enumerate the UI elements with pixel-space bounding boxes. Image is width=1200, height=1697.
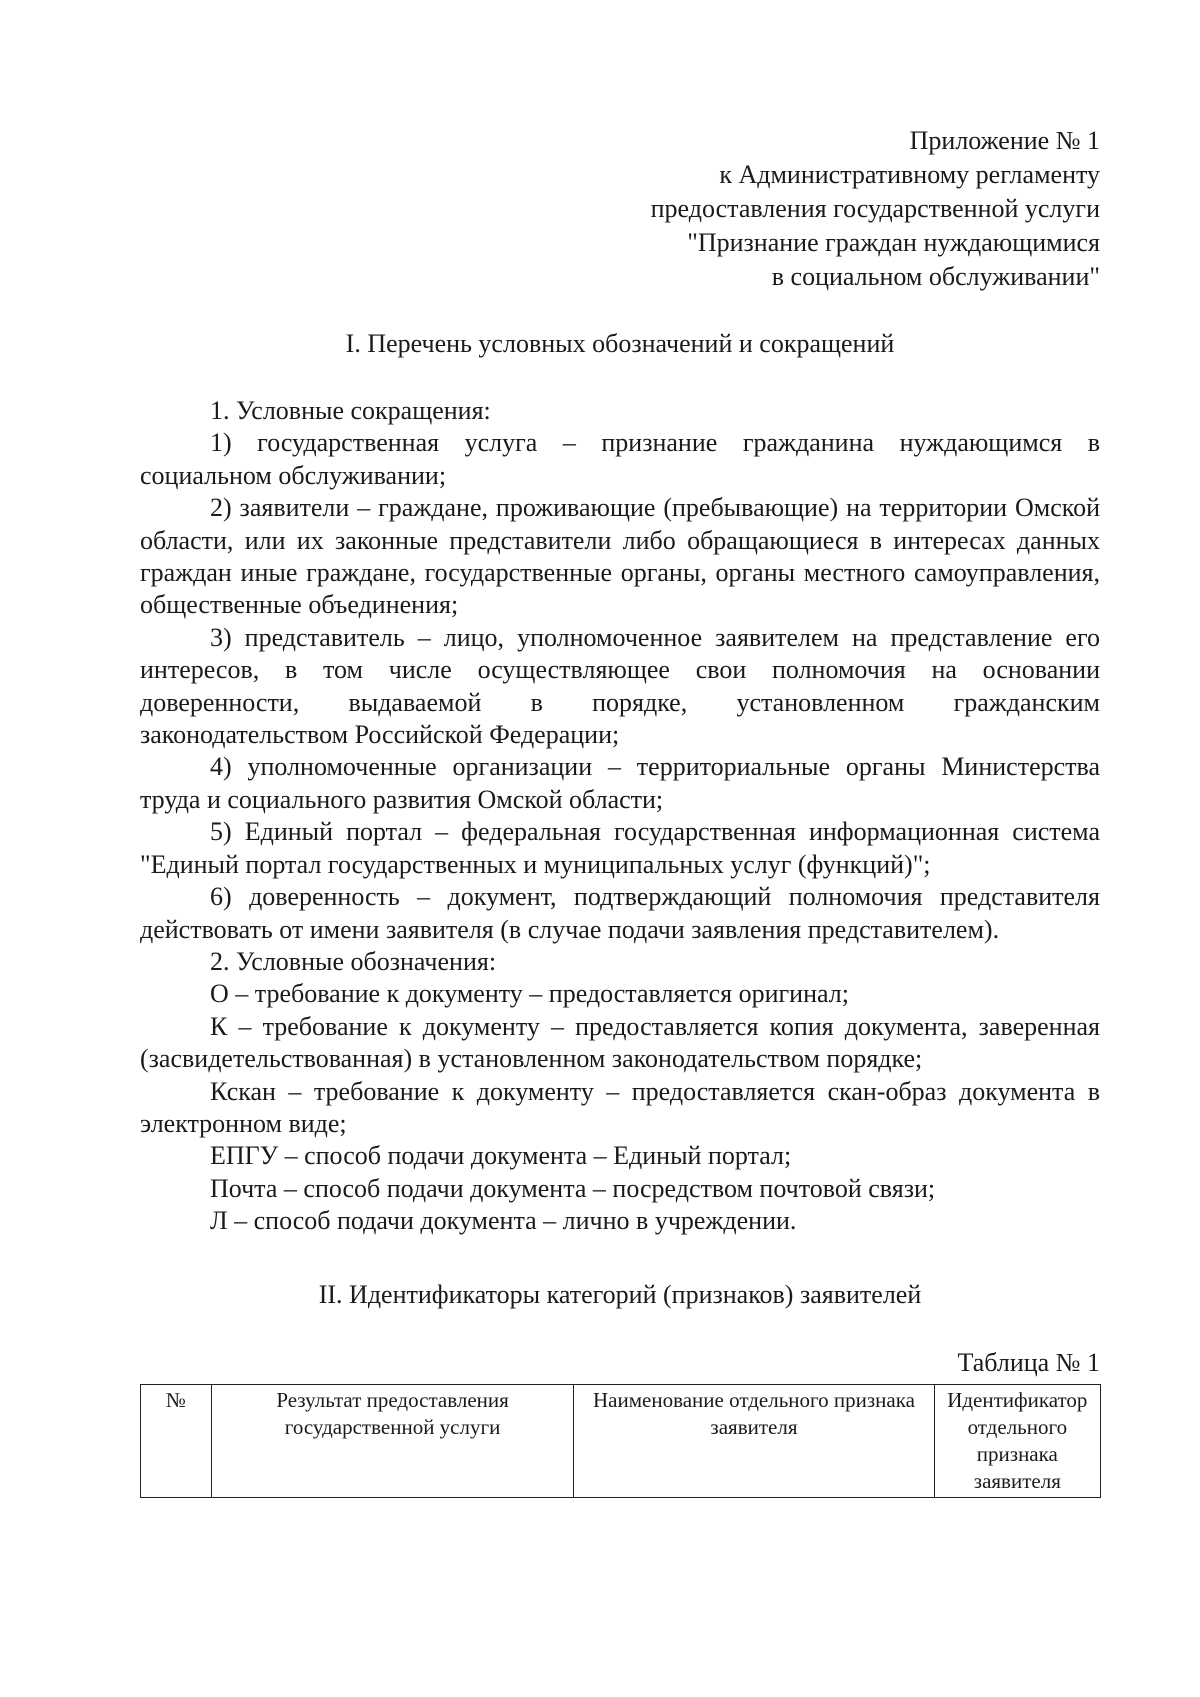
- paragraph: ЕПГУ – способ подачи документа – Единый портал;: [210, 1141, 792, 1171]
- table-header-cell: №: [141, 1384, 212, 1497]
- paragraph: Кскан – требование к документу – предоставляется скан-образ документа в электронном виде;: [140, 1076, 1100, 1138]
- identifiers-table: [140, 1384, 1101, 1498]
- paragraph: 3) представитель – лицо, уполномоченное заявителем на представление его интересов, в том числе осуществляющее свои полномочия на основании доверенности, выдаваемой в порядке, установленном гражданским законодательством Российской Федерации;: [140, 622, 1100, 750]
- document-page: [140, 124, 1100, 1498]
- appendix-line: "Признание граждан нуждающимися: [687, 228, 1100, 257]
- table-header-cell: Идентификатор отдельного признака заявителя: [934, 1384, 1100, 1497]
- table-caption: Таблица № 1: [957, 1347, 1100, 1377]
- paragraph: 5) Единый портал – федеральная государственная информационная система "Единый портал государственных и муниципальных услуг (функций)";: [140, 817, 1100, 879]
- paragraph: 2) заявители – граждане, проживающие (пребывающие) на территории Омской области, или их законные представители либо обращающиеся в интересах данных граждан иные граждане, государственные органы, органы местного самоуправления, общественные объединения;: [140, 493, 1100, 620]
- section-title: I. Перечень условных обозначений и сокращений: [345, 329, 895, 358]
- section-body: [140, 395, 1100, 1238]
- appendix-header: [140, 124, 1100, 294]
- appendix-line: предоставления государственной услуги: [650, 194, 1100, 223]
- paragraph: 1) государственная услуга – признание гражданина нуждающимся в социальном обслуживании;: [140, 428, 1100, 490]
- table-header-cell: Наименование отдельного признака заявителя: [574, 1384, 934, 1497]
- paragraph: К – требование к документу – предоставляется копия документа, заверенная (засвидетельствованная) в установленном законодательством порядке;: [140, 1011, 1100, 1074]
- paragraph: О – требование к документу – предоставляется оригинал;: [210, 979, 849, 1009]
- appendix-line: Приложение № 1: [909, 126, 1100, 155]
- section-title: II. Идентификаторы категорий (признаков) заявителей: [318, 1279, 922, 1309]
- table-header-row: [141, 1384, 1101, 1497]
- paragraph: 4) уполномоченные организации – территориальные органы Министерства труда и социального развития Омской области;: [140, 752, 1100, 814]
- paragraph: 2. Условные обозначения:: [210, 946, 497, 976]
- appendix-line: к Административному регламенту: [719, 160, 1100, 189]
- paragraph: 6) доверенность – документ, подтверждающий полномочия представителя действовать от имени заявителя (в случае подачи заявления представителем).: [140, 882, 1100, 944]
- table-header-cell: Результат предоставления государственной услуги: [211, 1384, 573, 1497]
- paragraph: 1. Условные сокращения:: [210, 396, 491, 425]
- appendix-line: в социальном обслуживании": [771, 262, 1100, 291]
- paragraph: Л – способ подачи документа – лично в учреждении.: [210, 1206, 797, 1236]
- paragraph: Почта – способ подачи документа – посредством почтовой связи;: [210, 1173, 936, 1203]
